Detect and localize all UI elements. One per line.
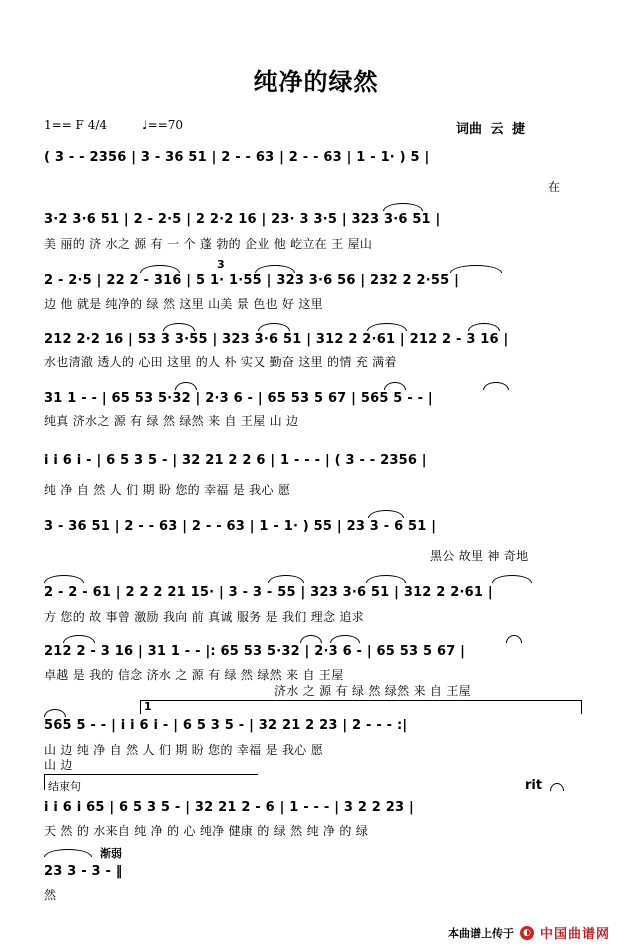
lyrics-line-7: 黑公 故里 神 奇地	[430, 549, 529, 563]
site-logo: 中国曲谱网	[539, 927, 610, 942]
slur	[268, 575, 304, 583]
slur	[163, 323, 195, 331]
slur	[366, 575, 406, 583]
footer-text: 本曲谱上传于	[447, 926, 514, 940]
notation-line-3: 2 - 2·5 | 22 2 - 316 | 5 1· 1·55 | 323 3·6 56 | 232 2 2·55 |	[44, 273, 460, 288]
notation-line-1: ( 3 - - 2356 | 3 - 36 51 | 2 - - 63 | 2 - - 63 | 1 - 1· ) 5 |	[44, 150, 430, 165]
slur	[492, 575, 532, 583]
notation-line-2: 3·2 3·6 51 | 2 - 2·5 | 2 2·2 16 | 23· 3 3·5 | 323 3·6 51 |	[44, 212, 441, 227]
volta-bracket-left	[140, 700, 141, 714]
lyrics-line-6: 纯 净 自 然 人 们 期 盼 您的 幸福 是 我心 愿	[44, 483, 291, 497]
lyrics-line-9-verse2: 济水 之 源 有 绿 然 绿然 来 自 王屋	[274, 684, 471, 698]
lyrics-line-5: 纯真 济水之 源 有 绿 然 绿然 来 自 王屋 山 边	[44, 414, 299, 428]
key-signature: 1== F 4/4	[44, 118, 108, 132]
fermata	[550, 783, 564, 791]
dim-marking: 渐弱	[100, 847, 122, 860]
volta-number: 1	[144, 700, 152, 713]
lyrics-line-4: 水也清澈 透人的 心田 这里 的人 朴 实又 勤奋 这里 的情 充 满着	[44, 355, 397, 369]
footer	[448, 923, 610, 942]
slur	[140, 265, 180, 273]
rit-marking: rit	[525, 778, 543, 793]
slur	[175, 382, 197, 390]
volta-bracket	[140, 700, 582, 701]
slur	[383, 203, 423, 211]
notation-line-7: 3 - 36 51 | 2 - - 63 | 2 - - 63 | 1 - 1· ) 55 | 23 3 - 6 51 |	[44, 519, 437, 534]
composer-credit: 词曲 云 捷	[456, 122, 526, 137]
lyrics-line-3: 边 他 就是 纯净的 绿 然 这里 山美 景 色也 好 这里	[44, 297, 323, 311]
logo-icon: ◐	[520, 926, 534, 940]
notation-line-9: 212 2 - 3 16 | 31 1 - - |: 65 53 5·32 | 2·3 6 - | 65 53 5 67 |	[44, 644, 466, 659]
slur	[468, 323, 500, 331]
lyrics-line-1: 在	[548, 180, 561, 194]
notation-line-11: i i 6 i 65 | 6 5 3 5 - | 32 21 2 - 6 | 1 - - - | 3 2 2 23 |	[44, 800, 414, 815]
coda-bracket-left	[44, 774, 45, 790]
slur	[483, 382, 509, 390]
lyrics-line-8: 方 您的 故 事曾 激励 我向 前 真诚 服务 是 我们 理念 追求	[44, 610, 364, 624]
slur	[44, 709, 66, 717]
slur	[258, 323, 290, 331]
triplet-mark: 3	[217, 258, 225, 271]
slur	[330, 635, 360, 643]
slur	[44, 575, 84, 583]
notation-line-4: 212 2·2 16 | 53 3 3·55 | 323 3·6 51 | 312 2 2·61 | 212 2 - 3 16 |	[44, 332, 509, 347]
slur	[450, 265, 502, 273]
lyrics-line-10-verse2: 山 边	[44, 758, 73, 772]
tempo-marking: ♩==70	[142, 118, 184, 132]
lyrics-line-12: 然	[44, 888, 57, 902]
notation-line-12: 23 3 - 3 - ‖	[44, 864, 123, 879]
notation-line-6: i i 6 i - | 6 5 3 5 - | 32 21 2 2 6 | 1 - - - | ( 3 - - 2356 |	[44, 453, 427, 468]
lyrics-line-9: 卓越 是 我的 信念 济水 之 源 有 绿 然 绿然 来 自 王屋	[44, 668, 344, 682]
notation-line-8: 2 - 2 - 61 | 2 2 2 21 15· | 3 - 3 - 55 | 323 3·6 51 | 312 2 2·61 |	[44, 585, 493, 600]
coda-label: 结束句	[48, 780, 81, 793]
notation-line-5: 31 1 - - | 65 53 5·32 | 2·3 6 - | 65 53 5 67 | 565 5 - - |	[44, 391, 433, 406]
coda-bracket	[44, 774, 258, 775]
notation-line-10: 565 5 - - | i i 6 i - | 6 5 3 5 - | 32 21 2 23 | 2 - - - :|	[44, 718, 408, 733]
volta-bracket-right	[581, 700, 582, 714]
slur	[300, 635, 322, 643]
page-title: 纯净的绿然	[253, 68, 379, 96]
slur	[384, 382, 406, 390]
lyrics-line-10: 山 边 纯 净 自 然 人 们 期 盼 您的 幸福 是 我心 愿	[44, 743, 324, 757]
lyrics-line-2: 美 丽的 济 水之 源 有 一 个 蓬 勃的 企业 他 屹立在 王 屋山	[44, 237, 373, 251]
slur	[367, 323, 407, 331]
slur	[255, 265, 295, 273]
slur	[44, 849, 92, 857]
slur	[368, 510, 404, 518]
slur	[506, 635, 522, 643]
lyrics-line-11: 天 然 的 水来自 纯 净 的 心 纯净 健康 的 绿 然 纯 净 的 绿	[44, 824, 369, 838]
slur	[63, 635, 95, 643]
